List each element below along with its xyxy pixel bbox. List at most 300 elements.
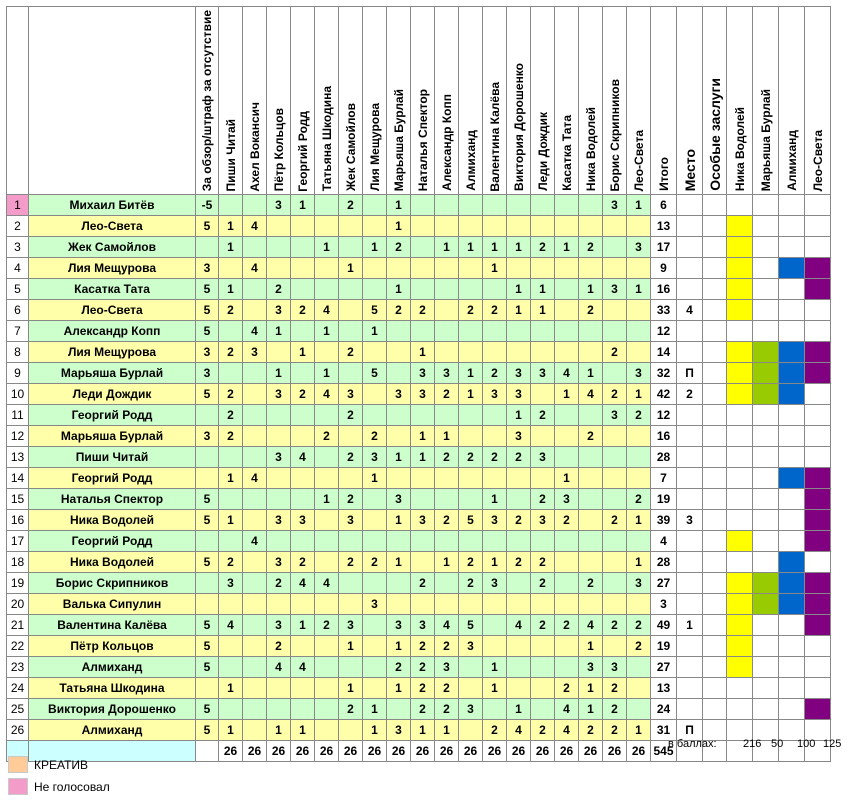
table-row — [7, 594, 831, 615]
table-row — [7, 384, 831, 405]
table-row — [7, 279, 831, 300]
place-cell — [677, 342, 703, 363]
vote-cell: 4 — [243, 321, 267, 342]
bonus-cell: 5 — [196, 279, 219, 300]
jury-mark-4 — [805, 510, 831, 531]
table-row — [7, 552, 831, 573]
vote-cell — [603, 468, 627, 489]
jury-mark-4 — [805, 552, 831, 573]
vote-cell: 3 — [531, 447, 555, 468]
jury-mark-4 — [805, 699, 831, 720]
vote-cell — [507, 195, 531, 216]
row-number: 2 — [7, 216, 29, 237]
table-row — [7, 531, 831, 552]
vote-cell — [411, 195, 435, 216]
vote-cell: 3 — [435, 657, 459, 678]
jury-mark-2 — [753, 657, 779, 678]
vote-cell: 4 — [579, 615, 603, 636]
vote-cell — [315, 531, 339, 552]
vote-cell — [627, 468, 651, 489]
voter-header-15 — [555, 7, 579, 195]
vote-cell — [531, 342, 555, 363]
jury-mark-3 — [779, 342, 805, 363]
vote-cell — [411, 468, 435, 489]
voter-header-9-label: Наталья Спектор — [415, 89, 430, 192]
vote-cell: 2 — [435, 699, 459, 720]
vote-cell: 4 — [291, 657, 315, 678]
vote-cell — [579, 531, 603, 552]
vote-cell — [555, 258, 579, 279]
table-row — [7, 615, 831, 636]
vote-cell — [243, 363, 267, 384]
vote-cell — [579, 405, 603, 426]
table-row — [7, 447, 831, 468]
vote-cell: 2 — [291, 552, 315, 573]
vote-cell — [507, 468, 531, 489]
vote-cell: 3 — [627, 237, 651, 258]
legend-label-creative: КРЕАТИВ — [34, 757, 89, 772]
vote-cell: 2 — [507, 447, 531, 468]
vote-cell — [315, 510, 339, 531]
jury-header-2-label: Марьяша Бурлай — [758, 89, 773, 192]
author-name: Георгий Родд — [29, 531, 196, 552]
vote-cell — [363, 531, 387, 552]
vote-cell — [627, 678, 651, 699]
vote-cell: 1 — [411, 426, 435, 447]
vote-sum-cell: 26 — [459, 741, 483, 762]
vote-cell: 2 — [627, 615, 651, 636]
bonus-cell: 5 — [196, 216, 219, 237]
vote-cell: 1 — [627, 552, 651, 573]
special-cell — [703, 363, 727, 384]
vote-cell: 2 — [411, 678, 435, 699]
vote-cell — [507, 489, 531, 510]
vote-cell: 2 — [531, 615, 555, 636]
vote-cell — [291, 279, 315, 300]
vote-cell — [555, 552, 579, 573]
vote-cell: 2 — [363, 552, 387, 573]
vote-cell — [219, 447, 243, 468]
vote-cell — [507, 594, 531, 615]
vote-cell: 2 — [531, 720, 555, 741]
header-name — [29, 7, 196, 195]
vote-cell: 3 — [627, 363, 651, 384]
vote-cell — [555, 405, 579, 426]
vote-cell — [507, 636, 531, 657]
vote-cell: 4 — [219, 615, 243, 636]
vote-cell: 3 — [459, 636, 483, 657]
jury-mark-4 — [805, 594, 831, 615]
vote-cell — [411, 258, 435, 279]
vote-sum-cell: 26 — [483, 741, 507, 762]
jury-mark-2 — [753, 615, 779, 636]
table-row — [7, 321, 831, 342]
jury-mark-1 — [727, 195, 753, 216]
special-cell — [703, 300, 727, 321]
vote-cell: 1 — [459, 384, 483, 405]
jury-mark-1 — [727, 510, 753, 531]
total-cell: 13 — [651, 678, 677, 699]
jury-mark-4 — [805, 237, 831, 258]
vote-cell: 1 — [459, 237, 483, 258]
row-number: 1 — [7, 195, 29, 216]
vote-cell — [387, 321, 411, 342]
vote-cell: 1 — [507, 405, 531, 426]
voter-header-3 — [267, 7, 291, 195]
vote-cell: 1 — [219, 720, 243, 741]
total-cell: 31 — [651, 720, 677, 741]
voter-header-13 — [507, 7, 531, 195]
place-cell — [677, 699, 703, 720]
place-cell: П — [677, 363, 703, 384]
bonus-cell — [196, 447, 219, 468]
vote-cell: 2 — [483, 363, 507, 384]
voter-header-12-label: Валентина Калёва — [487, 81, 502, 192]
jury-mark-1 — [727, 216, 753, 237]
place-header — [677, 7, 703, 195]
vote-cell — [243, 384, 267, 405]
total-cell: 17 — [651, 237, 677, 258]
vote-cell: 1 — [627, 384, 651, 405]
jury-mark-4 — [805, 279, 831, 300]
table-row — [7, 468, 831, 489]
vote-sum-cell: 26 — [363, 741, 387, 762]
vote-cell: 1 — [627, 195, 651, 216]
vote-cell — [531, 699, 555, 720]
jury-mark-2 — [753, 216, 779, 237]
vote-cell: 1 — [291, 720, 315, 741]
vote-cell: 2 — [291, 384, 315, 405]
row-number: 13 — [7, 447, 29, 468]
vote-cell: 2 — [555, 615, 579, 636]
vote-sum-cell: 26 — [315, 741, 339, 762]
vote-cell: 1 — [363, 237, 387, 258]
special-cell — [703, 468, 727, 489]
vote-cell — [315, 447, 339, 468]
vote-cell: 3 — [339, 510, 363, 531]
vote-cell — [339, 321, 363, 342]
jury-mark-2 — [753, 468, 779, 489]
vote-cell — [363, 573, 387, 594]
vote-cell — [411, 531, 435, 552]
vote-sum-cell: 26 — [243, 741, 267, 762]
jury-mark-3 — [779, 552, 805, 573]
voter-header-6 — [339, 7, 363, 195]
vote-cell — [555, 594, 579, 615]
vote-cell: 1 — [339, 636, 363, 657]
vote-cell — [555, 657, 579, 678]
vote-cell — [339, 300, 363, 321]
bonus-cell: 5 — [196, 510, 219, 531]
vote-cell: 2 — [579, 426, 603, 447]
vote-sum-cell: 26 — [387, 741, 411, 762]
vote-cell — [531, 468, 555, 489]
row-number: 12 — [7, 426, 29, 447]
special-header-label: Особые заслуги — [706, 78, 723, 192]
vote-cell — [627, 258, 651, 279]
vote-cell: 2 — [315, 615, 339, 636]
vote-cell — [531, 195, 555, 216]
vote-cell: 2 — [603, 342, 627, 363]
vote-cell: 1 — [531, 279, 555, 300]
vote-cell: 2 — [579, 720, 603, 741]
vote-cell — [363, 405, 387, 426]
jury-header-1 — [727, 7, 753, 195]
jury-mark-2 — [753, 636, 779, 657]
total-cell: 28 — [651, 552, 677, 573]
vote-cell — [243, 552, 267, 573]
jury-mark-2 — [753, 195, 779, 216]
jury-mark-3 — [779, 363, 805, 384]
special-cell — [703, 615, 727, 636]
jury-mark-1 — [727, 342, 753, 363]
place-cell — [677, 405, 703, 426]
vote-cell: 1 — [291, 195, 315, 216]
voter-header-17 — [603, 7, 627, 195]
vote-cell: 5 — [459, 615, 483, 636]
jury-mark-4 — [805, 195, 831, 216]
legend-label-not-voted: Не голосовал — [34, 779, 110, 794]
vote-cell — [483, 699, 507, 720]
vote-cell — [339, 363, 363, 384]
vote-cell — [339, 594, 363, 615]
row-number: 25 — [7, 699, 29, 720]
vote-cell — [339, 468, 363, 489]
vote-cell — [435, 195, 459, 216]
header-bonus — [196, 7, 219, 195]
vote-cell — [219, 699, 243, 720]
vote-cell: 4 — [579, 384, 603, 405]
vote-cell — [411, 321, 435, 342]
vote-cell: 2 — [339, 195, 363, 216]
vote-cell: 3 — [603, 279, 627, 300]
row-number: 5 — [7, 279, 29, 300]
jury-mark-4 — [805, 363, 831, 384]
vote-cell — [435, 405, 459, 426]
jury-mark-2 — [753, 363, 779, 384]
vote-cell: 3 — [435, 363, 459, 384]
voter-header-9 — [411, 7, 435, 195]
vote-cell — [243, 573, 267, 594]
special-header — [703, 7, 727, 195]
vote-cell — [579, 552, 603, 573]
vote-cell: 3 — [411, 363, 435, 384]
vote-cell: 1 — [483, 552, 507, 573]
vote-cell: 1 — [627, 720, 651, 741]
vote-cell — [435, 573, 459, 594]
vote-cell — [315, 216, 339, 237]
vote-cell — [267, 468, 291, 489]
vote-cell — [579, 195, 603, 216]
voter-header-12 — [483, 7, 507, 195]
vote-cell — [483, 216, 507, 237]
jury-mark-2 — [753, 531, 779, 552]
row-number: 16 — [7, 510, 29, 531]
jury-mark-1 — [727, 594, 753, 615]
vote-cell — [579, 258, 603, 279]
jury-mark-1 — [727, 363, 753, 384]
voter-header-18-label: Лео-Света — [631, 129, 646, 192]
table-row — [7, 636, 831, 657]
bonus-cell: 5 — [196, 657, 219, 678]
author-name: Лия Мещурова — [29, 342, 196, 363]
vote-cell — [531, 636, 555, 657]
place-cell — [677, 258, 703, 279]
vote-cell: 2 — [219, 342, 243, 363]
vote-cell — [579, 489, 603, 510]
vote-cell — [555, 195, 579, 216]
vote-cell: 3 — [267, 384, 291, 405]
vote-cell: 2 — [603, 510, 627, 531]
author-name: Алмиханд — [29, 657, 196, 678]
vote-cell — [315, 468, 339, 489]
place-cell — [677, 636, 703, 657]
vote-cell: 1 — [507, 699, 531, 720]
legend-swatch-not-voted — [8, 778, 28, 795]
vote-cell — [459, 426, 483, 447]
vote-cell — [315, 678, 339, 699]
vote-cell: 2 — [531, 405, 555, 426]
vote-cell — [411, 279, 435, 300]
jury-mark-1 — [727, 279, 753, 300]
vote-cell — [579, 594, 603, 615]
vote-cell: 2 — [603, 720, 627, 741]
author-name: Касатка Тата — [29, 279, 196, 300]
vote-cell — [627, 426, 651, 447]
table-row — [7, 258, 831, 279]
vote-cell: 1 — [267, 363, 291, 384]
vote-cell — [291, 258, 315, 279]
vote-cell: 1 — [435, 426, 459, 447]
bonus-cell: 5 — [196, 489, 219, 510]
vote-cell — [459, 216, 483, 237]
vote-cell: 2 — [315, 426, 339, 447]
voter-header-8 — [387, 7, 411, 195]
vote-cell: 1 — [315, 321, 339, 342]
vote-cell — [507, 531, 531, 552]
bonus-cell: 3 — [196, 258, 219, 279]
vote-cell: 2 — [531, 237, 555, 258]
vote-cell — [291, 699, 315, 720]
vote-cell — [459, 489, 483, 510]
vote-cell — [579, 216, 603, 237]
place-cell — [677, 447, 703, 468]
vote-cell — [531, 657, 555, 678]
voter-header-5-label: Татьяна Шкодина — [319, 86, 334, 192]
vote-cell: 2 — [339, 699, 363, 720]
jury-mark-1 — [727, 531, 753, 552]
vote-cell — [483, 321, 507, 342]
vote-cell — [363, 657, 387, 678]
vote-cell — [387, 426, 411, 447]
vote-cell — [531, 258, 555, 279]
vote-cell — [267, 594, 291, 615]
vote-cell: 3 — [627, 573, 651, 594]
vote-cell — [339, 426, 363, 447]
vote-cell — [243, 699, 267, 720]
author-name: Ника Водолей — [29, 510, 196, 531]
vote-cell: 1 — [219, 510, 243, 531]
jury-mark-2 — [753, 510, 779, 531]
vote-cell: 4 — [243, 216, 267, 237]
vote-cell — [507, 657, 531, 678]
vote-cell: 3 — [411, 510, 435, 531]
table-row — [7, 426, 831, 447]
vote-cell: 1 — [363, 468, 387, 489]
jury-points-2: 50 — [771, 738, 784, 750]
vote-cell: 2 — [435, 678, 459, 699]
bonus-cell: 5 — [196, 615, 219, 636]
vote-cell: 1 — [435, 552, 459, 573]
bonus-cell: 3 — [196, 363, 219, 384]
vote-cell: 2 — [579, 573, 603, 594]
header-index — [7, 7, 29, 195]
bonus-cell: 5 — [196, 300, 219, 321]
vote-cell: 2 — [411, 657, 435, 678]
vote-cell — [555, 342, 579, 363]
vote-cell: 2 — [531, 552, 555, 573]
vote-cell: 4 — [507, 615, 531, 636]
special-cell — [703, 594, 727, 615]
jury-mark-2 — [753, 552, 779, 573]
total-cell: 24 — [651, 699, 677, 720]
row-number: 19 — [7, 573, 29, 594]
vote-cell: 1 — [363, 720, 387, 741]
vote-cell — [363, 384, 387, 405]
vote-cell: 3 — [363, 447, 387, 468]
total-header — [651, 7, 677, 195]
vote-cell: 1 — [507, 279, 531, 300]
place-cell: 4 — [677, 300, 703, 321]
vote-cell — [267, 678, 291, 699]
vote-cell: 1 — [411, 447, 435, 468]
vote-cell: 1 — [315, 363, 339, 384]
vote-cell — [603, 258, 627, 279]
vote-cell — [531, 426, 555, 447]
jury-mark-3 — [779, 384, 805, 405]
vote-cell: 2 — [627, 636, 651, 657]
vote-cell — [411, 216, 435, 237]
jury-mark-1 — [727, 489, 753, 510]
vote-cell — [387, 594, 411, 615]
vote-cell — [315, 279, 339, 300]
voter-header-7 — [363, 7, 387, 195]
vote-cell — [363, 678, 387, 699]
vote-cell — [315, 342, 339, 363]
vote-cell — [483, 342, 507, 363]
vote-cell — [363, 489, 387, 510]
vote-cell — [243, 615, 267, 636]
vote-cell: 2 — [267, 573, 291, 594]
vote-cell — [483, 531, 507, 552]
jury-mark-4 — [805, 258, 831, 279]
row-number: 7 — [7, 321, 29, 342]
special-cell — [703, 405, 727, 426]
vote-cell: 2 — [339, 552, 363, 573]
jury-mark-4 — [805, 657, 831, 678]
jury-mark-4 — [805, 426, 831, 447]
jury-mark-3 — [779, 216, 805, 237]
vote-sum-cell: 26 — [219, 741, 243, 762]
voter-header-16-label: Ника Водолей — [583, 107, 598, 192]
row-number: 21 — [7, 615, 29, 636]
vote-cell: 2 — [483, 300, 507, 321]
place-cell — [677, 237, 703, 258]
voter-header-2 — [243, 7, 267, 195]
vote-cell: 3 — [507, 384, 531, 405]
jury-points-3: 100 — [797, 738, 816, 750]
vote-cell: 2 — [339, 342, 363, 363]
